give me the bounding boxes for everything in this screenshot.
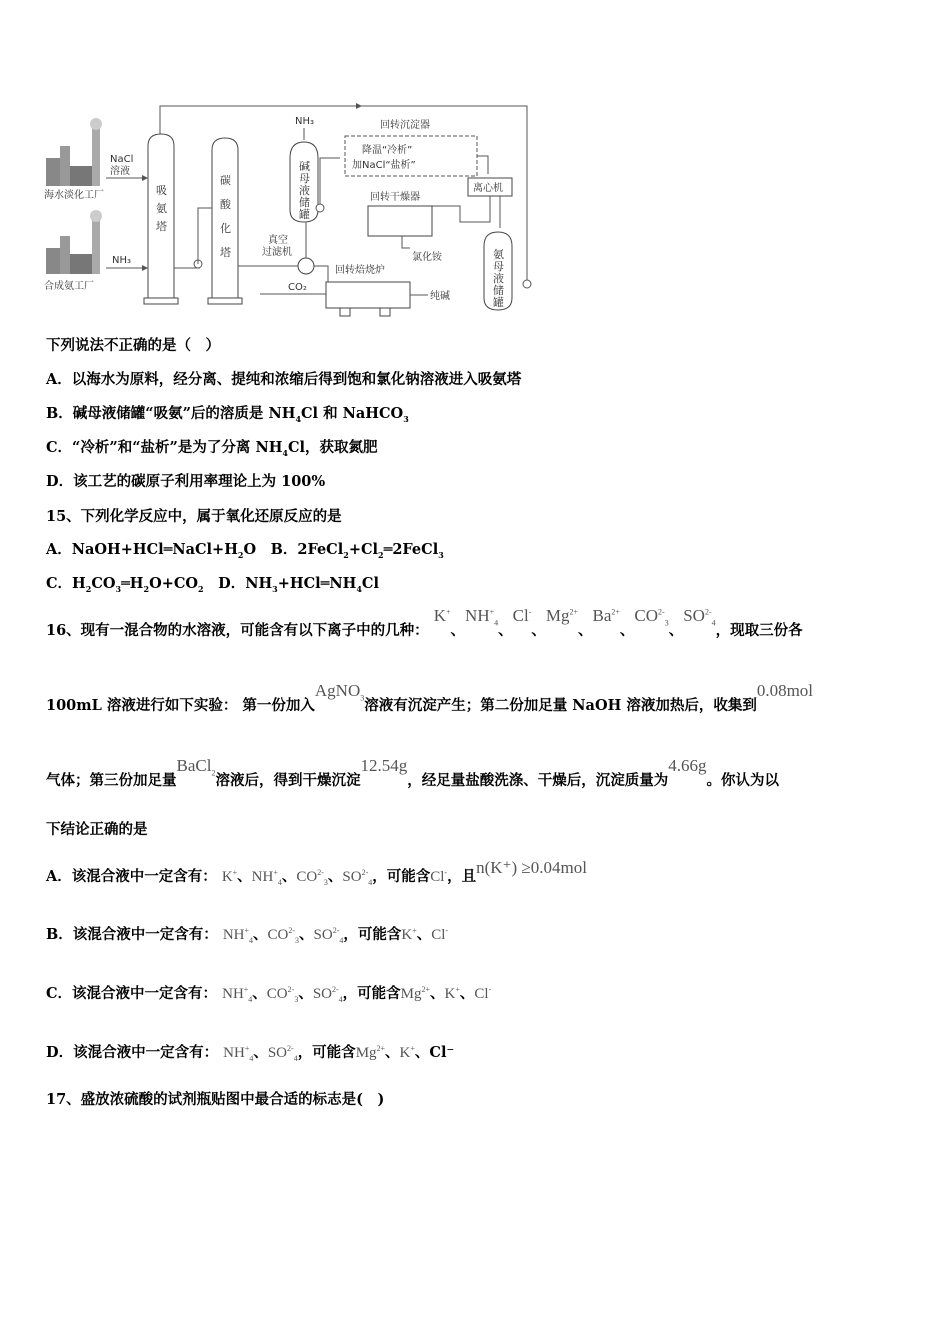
nh3-in-label: NH₃ [112,255,132,266]
mother-tank-char2: 母 [299,172,310,185]
q15-options-cd: C．$H_2CO_3═H_2O+CO_2$ D．$NH_3+HCl═NH_4Cl$ [46,575,379,594]
ammonia-tank-char5: 罐 [493,296,504,309]
nacl-label: NaCl [110,154,134,165]
mother-tank-char4: 储 [299,196,310,209]
rotary-dryer-label: 回转干燥器 [370,192,420,203]
salt-out-label: 加NaCl“盐析” [352,160,416,171]
mother-tank-char1: 碱 [299,160,310,173]
q17-stem: 17、盛放浓硫酸的试剂瓶贴图中最合适的标志是( ) [46,1091,385,1108]
process-flow-diagram [40,98,540,326]
q16-stem-line4: 下结论正确的是 [46,821,148,838]
ammonia-tank-char1: 氨 [493,248,504,261]
q16-option-d: D．该混合液中一定含有： $NH^+_4$、$SO^{2-}_4$，可能含$Mg^{2+}$、K+、Cl⁻ [46,1044,455,1063]
soda-label: 纯碱 [430,291,450,302]
absorb-tower-char3: 塔 [156,220,167,233]
vacuum-label: 真空 [268,235,288,246]
desalination-factory-icon [46,118,102,186]
q14-stem: 下列说法不正确的是（ ） [46,337,220,354]
ammonia-tank-char4: 储 [493,284,504,297]
ammonia-tank-char3: 液 [493,272,504,285]
ammonia-plant-label: 合成氨工厂 [44,281,94,292]
rotary-kiln-label: 回转焙烧炉 [335,265,385,276]
mother-tank-char3: 液 [299,184,310,197]
q14-option-a: A．以海水为原料，经分离、提纯和浓缩后得到饱和氯化钠溶液进入吸氨塔 [46,371,522,388]
q16-option-a: A．该混合液中一定含有： K+、$NH^+_4$、$CO^{2-}_3$、$SO^{2-}_4$，可能含Cl-，且n(K⁺) ≥0.04mol [46,858,587,887]
ammonia-factory-icon [46,210,102,274]
q16-option-c: C．该混合液中一定含有： $NH^+_4$、$CO^{2-}_3$、$SO^{2-}_4$，可能含$Mg^{2+}$、K+、Cl- [46,985,492,1004]
nh3-top-label: NH₃ [295,116,315,127]
q14-option-b: B．碱母液储罐“吸氨”后的溶质是 $NH_4Cl$ 和 NaHCO$_3$ [46,405,409,424]
q16-stem-line3: 气体；第三份加足量BaCl$_2$溶液后，得到干燥沉淀12.54g，经足量盐酸洗涤、干燥后，沉淀质量为4.66g。你认为以 [46,756,779,789]
co2-label: CO₂ [288,282,307,293]
absorb-tower-char1: 吸 [156,184,167,197]
carbon-tower-char4: 塔 [220,246,231,259]
vacuum-filter-label: 过滤机 [262,247,292,258]
cool-crystal-label: 降温“冷析” [362,145,413,156]
absorb-tower-char2: 氨 [156,202,167,215]
desal-plant-label: 海水淡化工厂 [44,190,104,201]
q15-stem: 15、下列化学反应中，属于氧化还原反应的是 [46,508,342,525]
carbon-tower-char1: 碳 [220,174,231,187]
rotary-precip-label: 回转沉淀器 [380,120,430,131]
ammonia-tank-char2: 母 [493,260,504,273]
q16-stem-line1: 16、现有一混合物的水溶液，可能含有以下离子中的几种： K+、$NH^+_4$、Cl-、$Mg^{2+}$、$Ba^{2+}$、$CO^{2-}_3$、$SO^{2-}_4$，现取三份各 [46,606,803,639]
mother-tank-char5: 罐 [299,208,310,221]
centrifuge-label: 离心机 [473,183,503,194]
carbon-tower-char2: 酸 [220,198,231,211]
q15-options-ab: A．$NaOH+HCl═NaCl+H_2O$ B．$2FeCl_2+Cl_2═2FeCl_3$ [46,541,444,560]
q14-option-d: D．该工艺的碳原子利用率理论上为 100% [46,473,326,490]
q16-option-b: B．该混合液中一定含有： $NH^+_4$、$CO^{2-}_3$、$SO^{2-}_4$，可能含K+、Cl- [46,926,449,945]
nacl-solution-label: 溶液 [110,166,130,177]
ammonium-chloride-label: 氯化铵 [412,252,442,263]
q16-stem-line2: 100mL 溶液进行如下实验： 第一份加入AgNO$_3$溶液有沉淀产生；第二份加足量 NaOH 溶液加热后，收集到0.08mol [46,681,814,714]
q14-option-c: C．“冷析”和“盐析”是为了分离 $NH_4Cl$，获取氮肥 [46,439,378,458]
carbon-tower-char3: 化 [220,222,231,235]
